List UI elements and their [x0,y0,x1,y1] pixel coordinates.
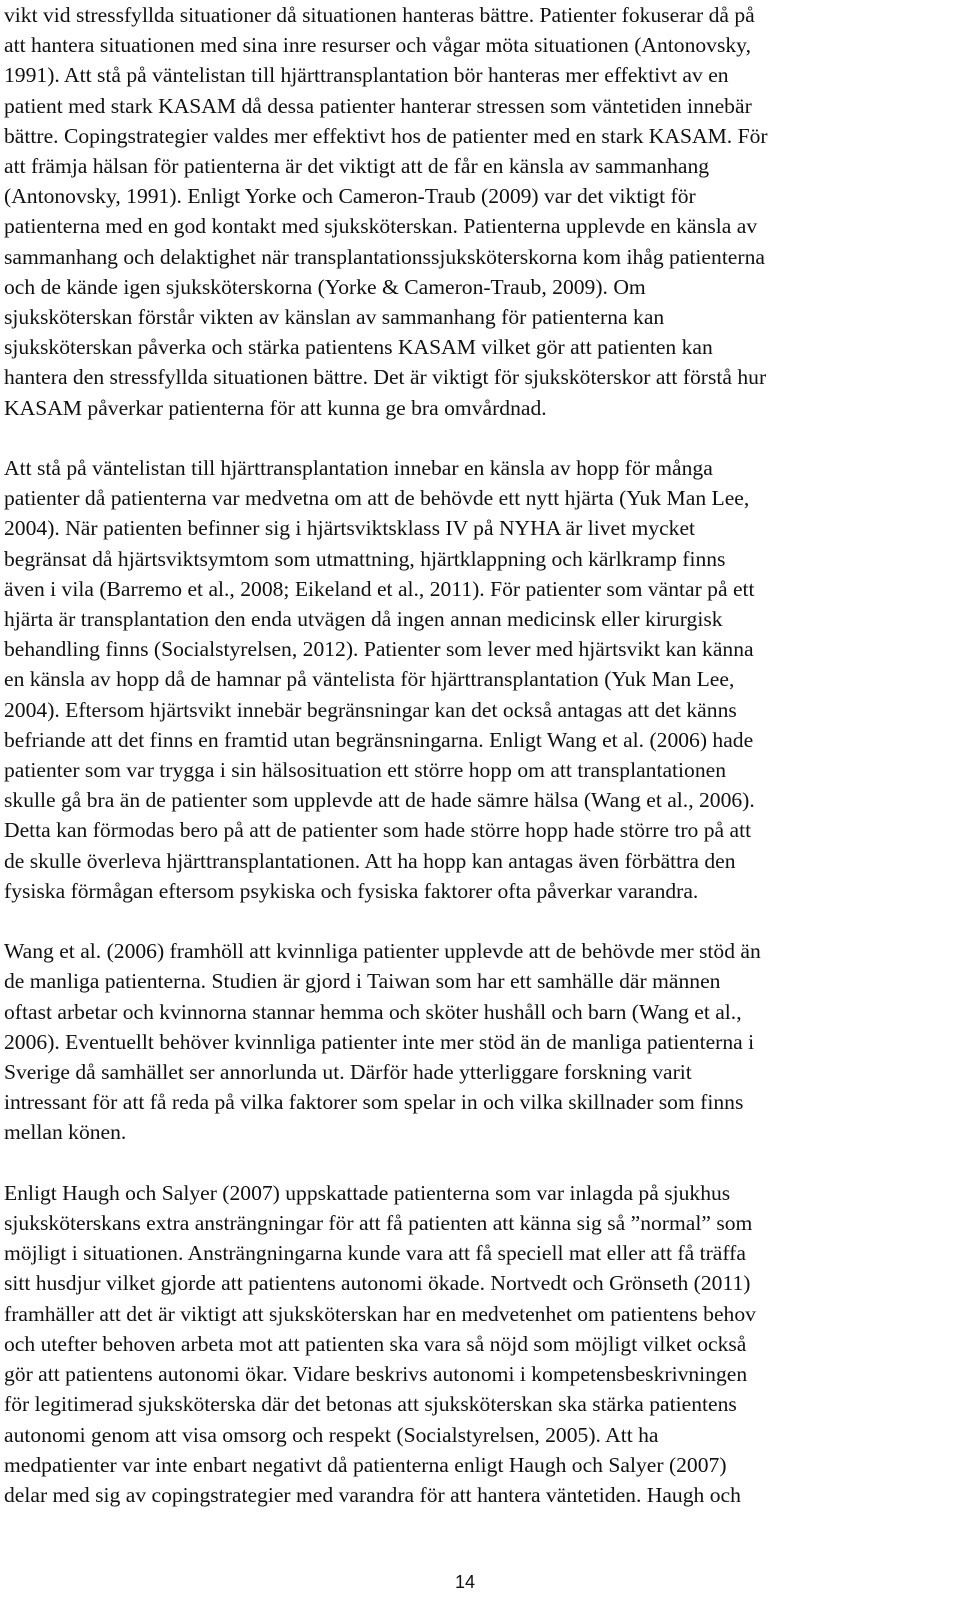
text-line: mellan könen. [4,1120,127,1145]
text-line: att främja hälsan för patienterna är det viktigt att de får en känsla av sammanhang [4,154,710,179]
text-line: Sverige då samhället ser annorlunda ut. Därför hade ytterliggare forskning varit [4,1060,692,1085]
text-line: hjärta är transplantation den enda utvägen då ingen annan medicinsk eller kirurgisk [4,607,723,632]
text-line: sjuksköterskan förstår vikten av känslan av sammanhang för patienterna kan [4,305,665,330]
text-line: befriande att det finns en framtid utan begränsningarna. Enligt Wang et al. (2006) hade [4,727,754,752]
text-line: bättre. Copingstrategier valdes mer effektivt hos de patienter med en stark KASAM. För [4,123,768,148]
text-line: hantera den stressfyllda situationen bättre. Det är viktigt för sjuksköterskor att förstå hur [4,365,767,390]
text-line: patienter som var trygga i sin hälsosituation ett större hopp om att transplantationen [4,758,727,783]
text-line: även i vila (Barremo et al., 2008; Eikeland et al., 2011). För patienter som väntar på ett [4,576,755,601]
text-line: patient med stark KASAM då dessa patienter hanterar stressen som väntetiden innebär [4,93,752,118]
text-line: de manliga patienterna. Studien är gjord i Taiwan som har ett samhälle där männen [4,969,721,994]
text-line: Detta kan förmodas bero på att de patienter som hade större hopp hade större tro på att [4,818,752,843]
text-line: sitt husdjur vilket gjorde att patientens autonomi ökade. Nortvedt och Grönseth (2011) [4,1271,751,1296]
text-line: och utefter behoven arbeta mot att patienten ska vara så nöjd som möjligt vilket också [4,1331,747,1356]
text-line: patienterna med en god kontakt med sjuksköterskan. Patienterna upplevde en känsla av [4,214,758,239]
text-line: Wang et al. (2006) framhöll att kvinnliga patienter upplevde att de behövde mer stöd än [4,939,761,964]
text-line: möjligt i situationen. Ansträngningarna kunde vara att få speciell mat eller att få träffa [4,1241,746,1266]
text-line: autonomi genom att visa omsorg och respekt (Socialstyrelsen, 2005). Att ha [4,1422,659,1447]
paragraph-hope [4,453,934,906]
text-line: och de kände igen sjuksköterskorna (Yorke & Cameron-Traub, 2009). Om [4,274,646,299]
paragraph-gender [4,936,934,1147]
document-page [4,0,934,1510]
text-line: (Antonovsky, 1991). Enligt Yorke och Cameron-Traub (2009) var det viktigt för [4,184,696,209]
text-line: KASAM påverkar patienterna för att kunna ge bra omvårdnad. [4,395,547,420]
page-number: 14 [454,1572,476,1592]
text-line: fysiska förmågan eftersom psykiska och fysiska faktorer ofta påverkar varandra. [4,878,699,903]
text-line: Enligt Haugh och Salyer (2007) uppskattade patienterna som var inlagda på sjukhus [4,1180,731,1205]
text-line: framhäller att det är viktigt att sjuksköterskan har en medvetenhet om patientens behov [4,1301,756,1326]
text-line: oftast arbetar och kvinnorna stannar hemma och sköter hushåll och barn (Wang et al., [4,999,742,1024]
text-line: behandling finns (Socialstyrelsen, 2012). Patienter som lever med hjärtsvikt kan känna [4,637,754,662]
text-line: medpatienter var inte enbart negativt då patienterna enligt Haugh och Salyer (2007) [4,1452,727,1477]
text-line: en känsla av hopp då de hamnar på väntelista för hjärttransplantation (Yuk Man Lee, [4,667,735,692]
text-line: intressant för att få reda på vilka faktorer som spelar in och vilka skillnader som finns [4,1090,744,1115]
text-line: för legitimerad sjuksköterska där det betonas att sjuksköterskan ska stärka patientens [4,1392,737,1417]
text-line: vikt vid stressfyllda situationer då situationen hanteras bättre. Patienter fokuserar då på [4,3,755,27]
text-line: de skulle överleva hjärttransplantationen. Att ha hopp kan antagas även förbättra den [4,848,736,873]
text-line: gör att patientens autonomi ökar. Vidare beskrivs autonomi i kompetensbeskrivningen [4,1362,748,1387]
text-line: 1991). Att stå på väntelistan till hjärttransplantation bör hanteras mer effektivt av en [4,63,729,88]
text-line: 2004). Eftersom hjärtsvikt innebär begränsningar kan det också antagas att det känns [4,697,737,722]
text-line: 2006). Eventuellt behöver kvinnliga patienter inte mer stöd än de manliga patienterna i [4,1029,755,1054]
text-line: 2004). När patienten befinner sig i hjärtsviktsklass IV på NYHA är livet mycket [4,516,696,541]
text-line: begränsat då hjärtsviktsymtom som utmattning, hjärtklappning och kärlkramp finns [4,546,726,571]
text-line: att hantera situationen med sina inre resurser och vågar möta situationen (Antonovsky, [4,33,751,58]
text-line: patienter då patienterna var medvetna om att de behövde ett nytt hjärta (Yuk Man Lee, [4,486,750,511]
text-line: skulle gå bra än de patienter som upplevde att de hade sämre hälsa (Wang et al., 2006). [4,788,755,813]
text-line: sjuksköterskan påverka och stärka patientens KASAM vilket gör att patienten kan [4,335,713,360]
paragraph-kasam [4,0,934,423]
text-line: sammanhang och delaktighet när transplantationssjuksköterskorna kom ihåg patienterna [4,244,765,269]
text-line: sjuksköterskans extra ansträngningar för att få patienten att känna sig så ”normal” som [4,1211,753,1236]
text-line: delar med sig av copingstrategier med varandra för att hantera väntetiden. Haugh och [4,1482,741,1507]
text-line: Att stå på väntelistan till hjärttransplantation innebar en känsla av hopp för många [4,456,713,481]
paragraph-autonomy [4,1178,934,1510]
